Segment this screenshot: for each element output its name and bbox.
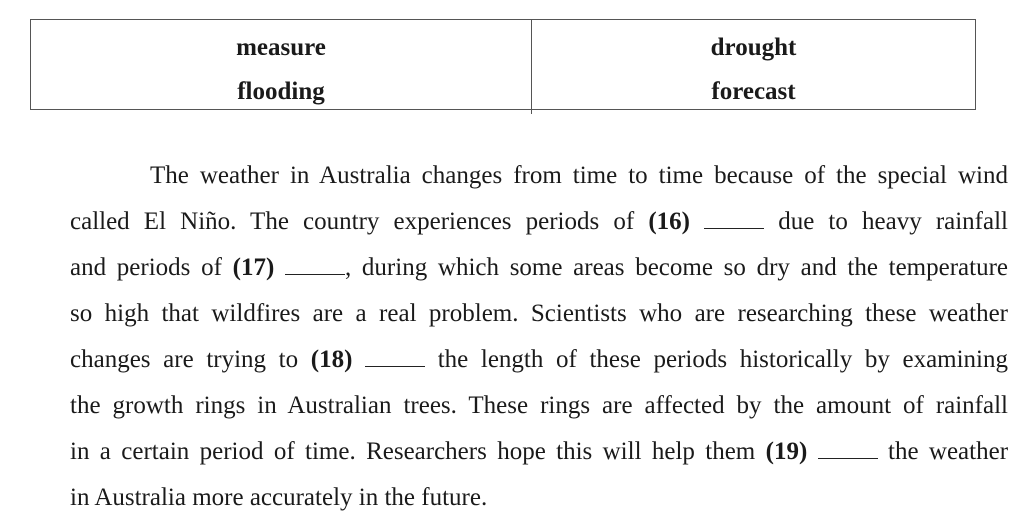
passage-line-5 bbox=[70, 337, 1008, 383]
passage-line-3 bbox=[70, 245, 1008, 291]
passage-text: due to heavy rainfall bbox=[778, 208, 1008, 235]
word-forecast: forecast bbox=[711, 78, 796, 105]
passage-line-7 bbox=[70, 429, 1008, 475]
word-bank-left-column bbox=[31, 20, 531, 114]
passage-line-2 bbox=[70, 199, 1008, 245]
passage-text: , during which some areas become so dry and the temperature bbox=[344, 254, 1009, 281]
answer-blank-17 bbox=[285, 256, 345, 275]
answer-blank-18 bbox=[365, 348, 425, 367]
passage-text: changes are trying to bbox=[70, 346, 299, 373]
passage-text: the weather bbox=[888, 438, 1009, 465]
passage-text: called El Niño. The country experiences periods of bbox=[70, 208, 635, 235]
question-number-16: (16) bbox=[648, 208, 690, 235]
passage-text: and periods of bbox=[70, 254, 222, 281]
word-bank-right-column bbox=[531, 20, 975, 114]
reading-passage bbox=[70, 153, 1008, 521]
word-measure: measure bbox=[236, 34, 326, 61]
word-flooding: flooding bbox=[237, 78, 325, 105]
word-bank-table bbox=[30, 19, 976, 110]
question-number-19: (19) bbox=[765, 438, 808, 465]
passage-line-4: so high that wildfires are a real problem. Scientists who are researching these weather bbox=[70, 300, 1008, 327]
answer-blank-19 bbox=[818, 440, 878, 459]
passage-line-1: The weather in Australia changes from time to time because of the special wind bbox=[150, 162, 1008, 189]
passage-text: the length of these periods historically by examining bbox=[437, 346, 1009, 373]
answer-blank-16 bbox=[704, 210, 764, 229]
word-drought: drought bbox=[710, 34, 797, 61]
passage-line-8: in Australia more accurately in the future. bbox=[70, 484, 488, 511]
passage-text: in a certain period of time. Researchers hope this will help them bbox=[70, 438, 756, 465]
passage-line-6: the growth rings in Australian trees. These rings are affected by the amount of rainfall bbox=[70, 392, 1008, 419]
question-number-18: (18) bbox=[310, 346, 353, 373]
question-number-17: (17) bbox=[232, 254, 275, 281]
